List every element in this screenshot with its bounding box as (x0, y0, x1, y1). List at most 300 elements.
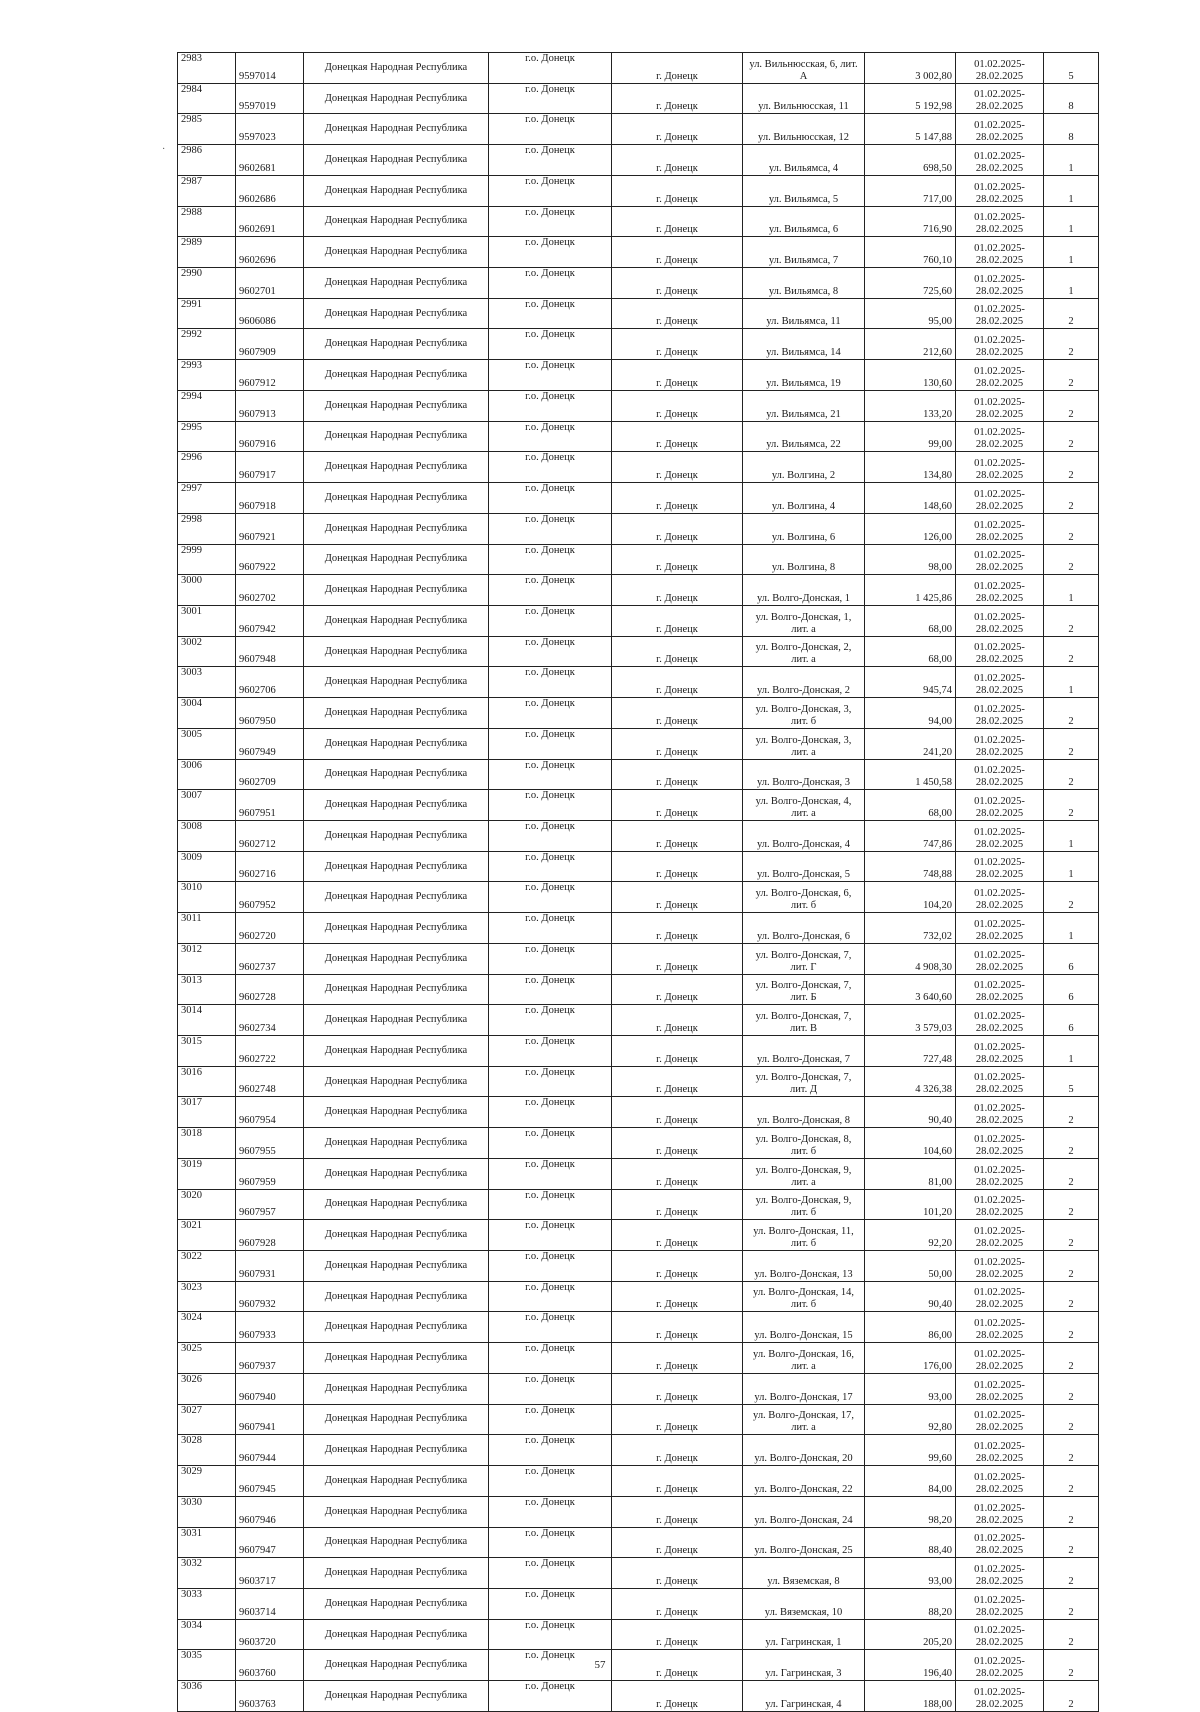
address: ул. Волгина, 2 (743, 452, 865, 483)
object-id: 9597023 (236, 114, 304, 145)
table-row (178, 53, 1099, 84)
area-value: 747,86 (865, 820, 956, 851)
row-number: 3036 (178, 1681, 236, 1712)
table-row (178, 329, 1099, 360)
district-name: г.о. Донецк (489, 1128, 612, 1159)
count-value: 2 (1044, 1189, 1099, 1220)
district-name: г.о. Донецк (489, 206, 612, 237)
address: ул. Волго-Донская, 7, лит. Д (743, 1066, 865, 1097)
count-value: 2 (1044, 636, 1099, 667)
district-name: г.о. Донецк (489, 1527, 612, 1558)
district-name: г.о. Донецк (489, 175, 612, 206)
address: ул. Волго-Донская, 9, лит. а (743, 1158, 865, 1189)
region-name: Донецкая Народная Республика (304, 513, 489, 544)
city-name: г. Донецк (612, 1588, 743, 1619)
table-row (178, 913, 1099, 944)
region-name: Донецкая Народная Республика (304, 698, 489, 729)
city-name: г. Донецк (612, 759, 743, 790)
address: ул. Волго-Донская, 1 (743, 575, 865, 606)
table-row (178, 759, 1099, 790)
period: 01.02.2025-28.02.2025 (956, 237, 1044, 268)
region-name: Донецкая Народная Республика (304, 1005, 489, 1036)
region-name: Донецкая Народная Республика (304, 820, 489, 851)
period: 01.02.2025-28.02.2025 (956, 1496, 1044, 1527)
address: ул. Волго-Донская, 1, лит. а (743, 605, 865, 636)
district-name: г.о. Донецк (489, 1404, 612, 1435)
object-id: 9607950 (236, 698, 304, 729)
table-row (178, 237, 1099, 268)
row-number: 3005 (178, 728, 236, 759)
count-value: 1 (1044, 206, 1099, 237)
area-value: 241,20 (865, 728, 956, 759)
area-value: 99,60 (865, 1435, 956, 1466)
address: ул. Гагринская, 1 (743, 1619, 865, 1650)
count-value: 6 (1044, 943, 1099, 974)
district-name: г.о. Донецк (489, 1588, 612, 1619)
registry-table (177, 52, 1099, 1712)
district-name: г.о. Донецк (489, 268, 612, 299)
address: ул. Волго-Донская, 13 (743, 1251, 865, 1282)
table-row (178, 1128, 1099, 1159)
period: 01.02.2025-28.02.2025 (956, 1588, 1044, 1619)
object-id: 9602686 (236, 175, 304, 206)
table-row (178, 1220, 1099, 1251)
period: 01.02.2025-28.02.2025 (956, 1558, 1044, 1589)
area-value: 3 640,60 (865, 974, 956, 1005)
object-id: 9607946 (236, 1496, 304, 1527)
address: ул. Гагринская, 3 (743, 1650, 865, 1681)
table-row (178, 1158, 1099, 1189)
stray-mark: · (162, 144, 166, 155)
district-name: г.о. Донецк (489, 882, 612, 913)
district-name: г.о. Донецк (489, 605, 612, 636)
object-id: 9603714 (236, 1588, 304, 1619)
address: ул. Вильямса, 19 (743, 360, 865, 391)
object-id: 9602691 (236, 206, 304, 237)
district-name: г.о. Донецк (489, 421, 612, 452)
object-id: 9607948 (236, 636, 304, 667)
row-number: 2991 (178, 298, 236, 329)
count-value: 5 (1044, 53, 1099, 84)
table-row (178, 421, 1099, 452)
city-name: г. Донецк (612, 114, 743, 145)
table-body (178, 53, 1099, 1712)
count-value: 2 (1044, 1496, 1099, 1527)
region-name: Донецкая Народная Республика (304, 268, 489, 299)
area-value: 5 147,88 (865, 114, 956, 145)
district-name: г.о. Донецк (489, 1435, 612, 1466)
period: 01.02.2025-28.02.2025 (956, 1220, 1044, 1251)
area-value: 698,50 (865, 145, 956, 176)
address: ул. Гагринская, 4 (743, 1681, 865, 1712)
object-id: 9607913 (236, 390, 304, 421)
row-number: 2985 (178, 114, 236, 145)
row-number: 3012 (178, 943, 236, 974)
address: ул. Волго-Донская, 8, лит. б (743, 1128, 865, 1159)
period: 01.02.2025-28.02.2025 (956, 1189, 1044, 1220)
area-value: 717,00 (865, 175, 956, 206)
object-id: 9603717 (236, 1558, 304, 1589)
district-name: г.о. Донецк (489, 759, 612, 790)
object-id: 9597014 (236, 53, 304, 84)
region-name: Донецкая Народная Республика (304, 1281, 489, 1312)
area-value: 101,20 (865, 1189, 956, 1220)
city-name: г. Донецк (612, 1343, 743, 1374)
city-name: г. Донецк (612, 1281, 743, 1312)
period: 01.02.2025-28.02.2025 (956, 1158, 1044, 1189)
row-number: 3030 (178, 1496, 236, 1527)
period: 01.02.2025-28.02.2025 (956, 728, 1044, 759)
table-row (178, 882, 1099, 913)
address: ул. Вяземская, 8 (743, 1558, 865, 1589)
table-row (178, 1466, 1099, 1497)
city-name: г. Донецк (612, 1558, 743, 1589)
district-name: г.о. Донецк (489, 1681, 612, 1712)
area-value: 104,20 (865, 882, 956, 913)
count-value: 1 (1044, 145, 1099, 176)
address: ул. Вильямса, 8 (743, 268, 865, 299)
count-value: 2 (1044, 329, 1099, 360)
city-name: г. Донецк (612, 483, 743, 514)
region-name: Донецкая Народная Республика (304, 1650, 489, 1681)
object-id: 9607921 (236, 513, 304, 544)
table-row (178, 1097, 1099, 1128)
period: 01.02.2025-28.02.2025 (956, 1650, 1044, 1681)
district-name: г.о. Донецк (489, 298, 612, 329)
table-row (178, 698, 1099, 729)
district-name: г.о. Донецк (489, 1097, 612, 1128)
area-value: 134,80 (865, 452, 956, 483)
row-number: 3009 (178, 851, 236, 882)
region-name: Донецкая Народная Республика (304, 943, 489, 974)
area-value: 3 579,03 (865, 1005, 956, 1036)
district-name: г.о. Донецк (489, 1496, 612, 1527)
row-number: 3015 (178, 1036, 236, 1067)
address: ул. Вильямса, 11 (743, 298, 865, 329)
count-value: 2 (1044, 1466, 1099, 1497)
region-name: Донецкая Народная Республика (304, 360, 489, 391)
city-name: г. Донецк (612, 1681, 743, 1712)
table-row (178, 390, 1099, 421)
region-name: Донецкая Народная Республика (304, 974, 489, 1005)
region-name: Донецкая Народная Республика (304, 1496, 489, 1527)
address: ул. Волго-Донская, 3 (743, 759, 865, 790)
object-id: 9603763 (236, 1681, 304, 1712)
city-name: г. Донецк (612, 790, 743, 821)
region-name: Донецкая Народная Республика (304, 421, 489, 452)
page-number: 57 (594, 1659, 606, 1671)
table-row (178, 114, 1099, 145)
city-name: г. Донецк (612, 575, 743, 606)
row-number: 2987 (178, 175, 236, 206)
row-number: 3031 (178, 1527, 236, 1558)
district-name: г.о. Донецк (489, 360, 612, 391)
address: ул. Волго-Донская, 4 (743, 820, 865, 851)
area-value: 86,00 (865, 1312, 956, 1343)
region-name: Донецкая Народная Республика (304, 1619, 489, 1650)
city-name: г. Донецк (612, 145, 743, 176)
period: 01.02.2025-28.02.2025 (956, 1681, 1044, 1712)
city-name: г. Донецк (612, 544, 743, 575)
address: ул. Волго-Донская, 4, лит. а (743, 790, 865, 821)
area-value: 732,02 (865, 913, 956, 944)
district-name: г.о. Донецк (489, 1312, 612, 1343)
row-number: 3008 (178, 820, 236, 851)
address: ул. Вильнюсская, 11 (743, 83, 865, 114)
area-value: 205,20 (865, 1619, 956, 1650)
address: ул. Волго-Донская, 7, лит. В (743, 1005, 865, 1036)
area-value: 126,00 (865, 513, 956, 544)
address: ул. Волго-Донская, 11, лит. б (743, 1220, 865, 1251)
table-row (178, 1404, 1099, 1435)
object-id: 9597019 (236, 83, 304, 114)
city-name: г. Донецк (612, 1251, 743, 1282)
address: ул. Волго-Донская, 17, лит. а (743, 1404, 865, 1435)
row-number: 3026 (178, 1373, 236, 1404)
row-number: 2992 (178, 329, 236, 360)
count-value: 1 (1044, 237, 1099, 268)
period: 01.02.2025-28.02.2025 (956, 1005, 1044, 1036)
region-name: Донецкая Народная Республика (304, 452, 489, 483)
city-name: г. Донецк (612, 1097, 743, 1128)
table-row (178, 544, 1099, 575)
period: 01.02.2025-28.02.2025 (956, 759, 1044, 790)
count-value: 2 (1044, 452, 1099, 483)
city-name: г. Донецк (612, 728, 743, 759)
count-value: 2 (1044, 544, 1099, 575)
area-value: 104,60 (865, 1128, 956, 1159)
address: ул. Вильямса, 4 (743, 145, 865, 176)
object-id: 9602709 (236, 759, 304, 790)
row-number: 3018 (178, 1128, 236, 1159)
area-value: 727,48 (865, 1036, 956, 1067)
district-name: г.о. Донецк (489, 1558, 612, 1589)
table-row (178, 1343, 1099, 1374)
district-name: г.о. Донецк (489, 851, 612, 882)
area-value: 176,00 (865, 1343, 956, 1374)
period: 01.02.2025-28.02.2025 (956, 1527, 1044, 1558)
row-number: 3022 (178, 1251, 236, 1282)
address: ул. Вяземская, 10 (743, 1588, 865, 1619)
region-name: Донецкая Народная Республика (304, 882, 489, 913)
region-name: Донецкая Народная Республика (304, 114, 489, 145)
count-value: 2 (1044, 1681, 1099, 1712)
district-name: г.о. Донецк (489, 790, 612, 821)
object-id: 9607959 (236, 1158, 304, 1189)
area-value: 3 002,80 (865, 53, 956, 84)
region-name: Донецкая Народная Республика (304, 1435, 489, 1466)
district-name: г.о. Донецк (489, 1220, 612, 1251)
period: 01.02.2025-28.02.2025 (956, 483, 1044, 514)
table-row (178, 1281, 1099, 1312)
region-name: Донецкая Народная Республика (304, 851, 489, 882)
table-row (178, 667, 1099, 698)
address: ул. Волго-Донская, 17 (743, 1373, 865, 1404)
city-name: г. Донецк (612, 1619, 743, 1650)
district-name: г.о. Донецк (489, 1189, 612, 1220)
address: ул. Волго-Донская, 7 (743, 1036, 865, 1067)
count-value: 2 (1044, 360, 1099, 391)
area-value: 95,00 (865, 298, 956, 329)
period: 01.02.2025-28.02.2025 (956, 83, 1044, 114)
area-value: 98,20 (865, 1496, 956, 1527)
period: 01.02.2025-28.02.2025 (956, 452, 1044, 483)
object-id: 9607947 (236, 1527, 304, 1558)
area-value: 196,40 (865, 1650, 956, 1681)
count-value: 2 (1044, 1097, 1099, 1128)
district-name: г.о. Донецк (489, 636, 612, 667)
count-value: 6 (1044, 974, 1099, 1005)
area-value: 81,00 (865, 1158, 956, 1189)
row-number: 3014 (178, 1005, 236, 1036)
table-row (178, 145, 1099, 176)
row-number: 3011 (178, 913, 236, 944)
count-value: 2 (1044, 298, 1099, 329)
period: 01.02.2025-28.02.2025 (956, 1066, 1044, 1097)
region-name: Донецкая Народная Республика (304, 1681, 489, 1712)
object-id: 9607952 (236, 882, 304, 913)
count-value: 2 (1044, 1343, 1099, 1374)
period: 01.02.2025-28.02.2025 (956, 913, 1044, 944)
table-row (178, 636, 1099, 667)
period: 01.02.2025-28.02.2025 (956, 329, 1044, 360)
table-row (178, 1066, 1099, 1097)
row-number: 2998 (178, 513, 236, 544)
area-value: 50,00 (865, 1251, 956, 1282)
row-number: 2990 (178, 268, 236, 299)
period: 01.02.2025-28.02.2025 (956, 268, 1044, 299)
address: ул. Вильямса, 5 (743, 175, 865, 206)
area-value: 130,60 (865, 360, 956, 391)
count-value: 2 (1044, 1281, 1099, 1312)
count-value: 2 (1044, 882, 1099, 913)
row-number: 3035 (178, 1650, 236, 1681)
period: 01.02.2025-28.02.2025 (956, 298, 1044, 329)
period: 01.02.2025-28.02.2025 (956, 1343, 1044, 1374)
address: ул. Волго-Донская, 6, лит. б (743, 882, 865, 913)
row-number: 2999 (178, 544, 236, 575)
period: 01.02.2025-28.02.2025 (956, 1251, 1044, 1282)
row-number: 3016 (178, 1066, 236, 1097)
row-number: 3000 (178, 575, 236, 606)
object-id: 9603760 (236, 1650, 304, 1681)
address: ул. Вильямса, 21 (743, 390, 865, 421)
region-name: Донецкая Народная Республика (304, 390, 489, 421)
district-name: г.о. Донецк (489, 728, 612, 759)
row-number: 3025 (178, 1343, 236, 1374)
row-number: 2997 (178, 483, 236, 514)
count-value: 1 (1044, 1036, 1099, 1067)
row-number: 3020 (178, 1189, 236, 1220)
district-name: г.о. Донецк (489, 698, 612, 729)
city-name: г. Донецк (612, 698, 743, 729)
city-name: г. Донецк (612, 513, 743, 544)
area-value: 716,90 (865, 206, 956, 237)
period: 01.02.2025-28.02.2025 (956, 1466, 1044, 1497)
region-name: Донецкая Народная Республика (304, 605, 489, 636)
table-row (178, 728, 1099, 759)
city-name: г. Донецк (612, 1650, 743, 1681)
table-row (178, 360, 1099, 391)
period: 01.02.2025-28.02.2025 (956, 175, 1044, 206)
address: ул. Вильямса, 22 (743, 421, 865, 452)
table-row (178, 605, 1099, 636)
row-number: 2983 (178, 53, 236, 84)
period: 01.02.2025-28.02.2025 (956, 943, 1044, 974)
table-row (178, 1251, 1099, 1282)
region-name: Донецкая Народная Республика (304, 1158, 489, 1189)
table-row (178, 206, 1099, 237)
address: ул. Вильнюсская, 12 (743, 114, 865, 145)
object-id: 9602702 (236, 575, 304, 606)
address: ул. Вильямса, 6 (743, 206, 865, 237)
city-name: г. Донецк (612, 83, 743, 114)
district-name: г.о. Донецк (489, 1066, 612, 1097)
region-name: Донецкая Народная Республика (304, 1466, 489, 1497)
period: 01.02.2025-28.02.2025 (956, 1036, 1044, 1067)
count-value: 2 (1044, 1251, 1099, 1282)
city-name: г. Донецк (612, 237, 743, 268)
object-id: 9602706 (236, 667, 304, 698)
address: ул. Волго-Донская, 8 (743, 1097, 865, 1128)
address: ул. Волгина, 6 (743, 513, 865, 544)
city-name: г. Донецк (612, 421, 743, 452)
region-name: Донецкая Народная Республика (304, 1128, 489, 1159)
period: 01.02.2025-28.02.2025 (956, 882, 1044, 913)
table-row (178, 483, 1099, 514)
address: ул. Волго-Донская, 15 (743, 1312, 865, 1343)
area-value: 93,00 (865, 1558, 956, 1589)
object-id: 9607912 (236, 360, 304, 391)
address: ул. Волгина, 4 (743, 483, 865, 514)
region-name: Донецкая Народная Республика (304, 237, 489, 268)
object-id: 9607933 (236, 1312, 304, 1343)
period: 01.02.2025-28.02.2025 (956, 636, 1044, 667)
address: ул. Волго-Донская, 3, лит. а (743, 728, 865, 759)
city-name: г. Донецк (612, 360, 743, 391)
object-id: 9607928 (236, 1220, 304, 1251)
district-name: г.о. Донецк (489, 1251, 612, 1282)
object-id: 9607942 (236, 605, 304, 636)
table-row (178, 1189, 1099, 1220)
count-value: 2 (1044, 605, 1099, 636)
row-number: 3013 (178, 974, 236, 1005)
city-name: г. Донецк (612, 1128, 743, 1159)
city-name: г. Донецк (612, 1220, 743, 1251)
city-name: г. Донецк (612, 390, 743, 421)
row-number: 3024 (178, 1312, 236, 1343)
city-name: г. Донецк (612, 175, 743, 206)
region-name: Донецкая Народная Республика (304, 575, 489, 606)
period: 01.02.2025-28.02.2025 (956, 1097, 1044, 1128)
area-value: 68,00 (865, 605, 956, 636)
region-name: Донецкая Народная Республика (304, 790, 489, 821)
object-id: 9602722 (236, 1036, 304, 1067)
table-row (178, 1496, 1099, 1527)
row-number: 3010 (178, 882, 236, 913)
count-value: 1 (1044, 268, 1099, 299)
row-number: 3023 (178, 1281, 236, 1312)
count-value: 2 (1044, 421, 1099, 452)
table-row (178, 175, 1099, 206)
address: ул. Волго-Донская, 14, лит. б (743, 1281, 865, 1312)
count-value: 2 (1044, 1128, 1099, 1159)
district-name: г.о. Донецк (489, 1373, 612, 1404)
period: 01.02.2025-28.02.2025 (956, 790, 1044, 821)
address: ул. Волго-Донская, 6 (743, 913, 865, 944)
area-value: 212,60 (865, 329, 956, 360)
count-value: 1 (1044, 913, 1099, 944)
